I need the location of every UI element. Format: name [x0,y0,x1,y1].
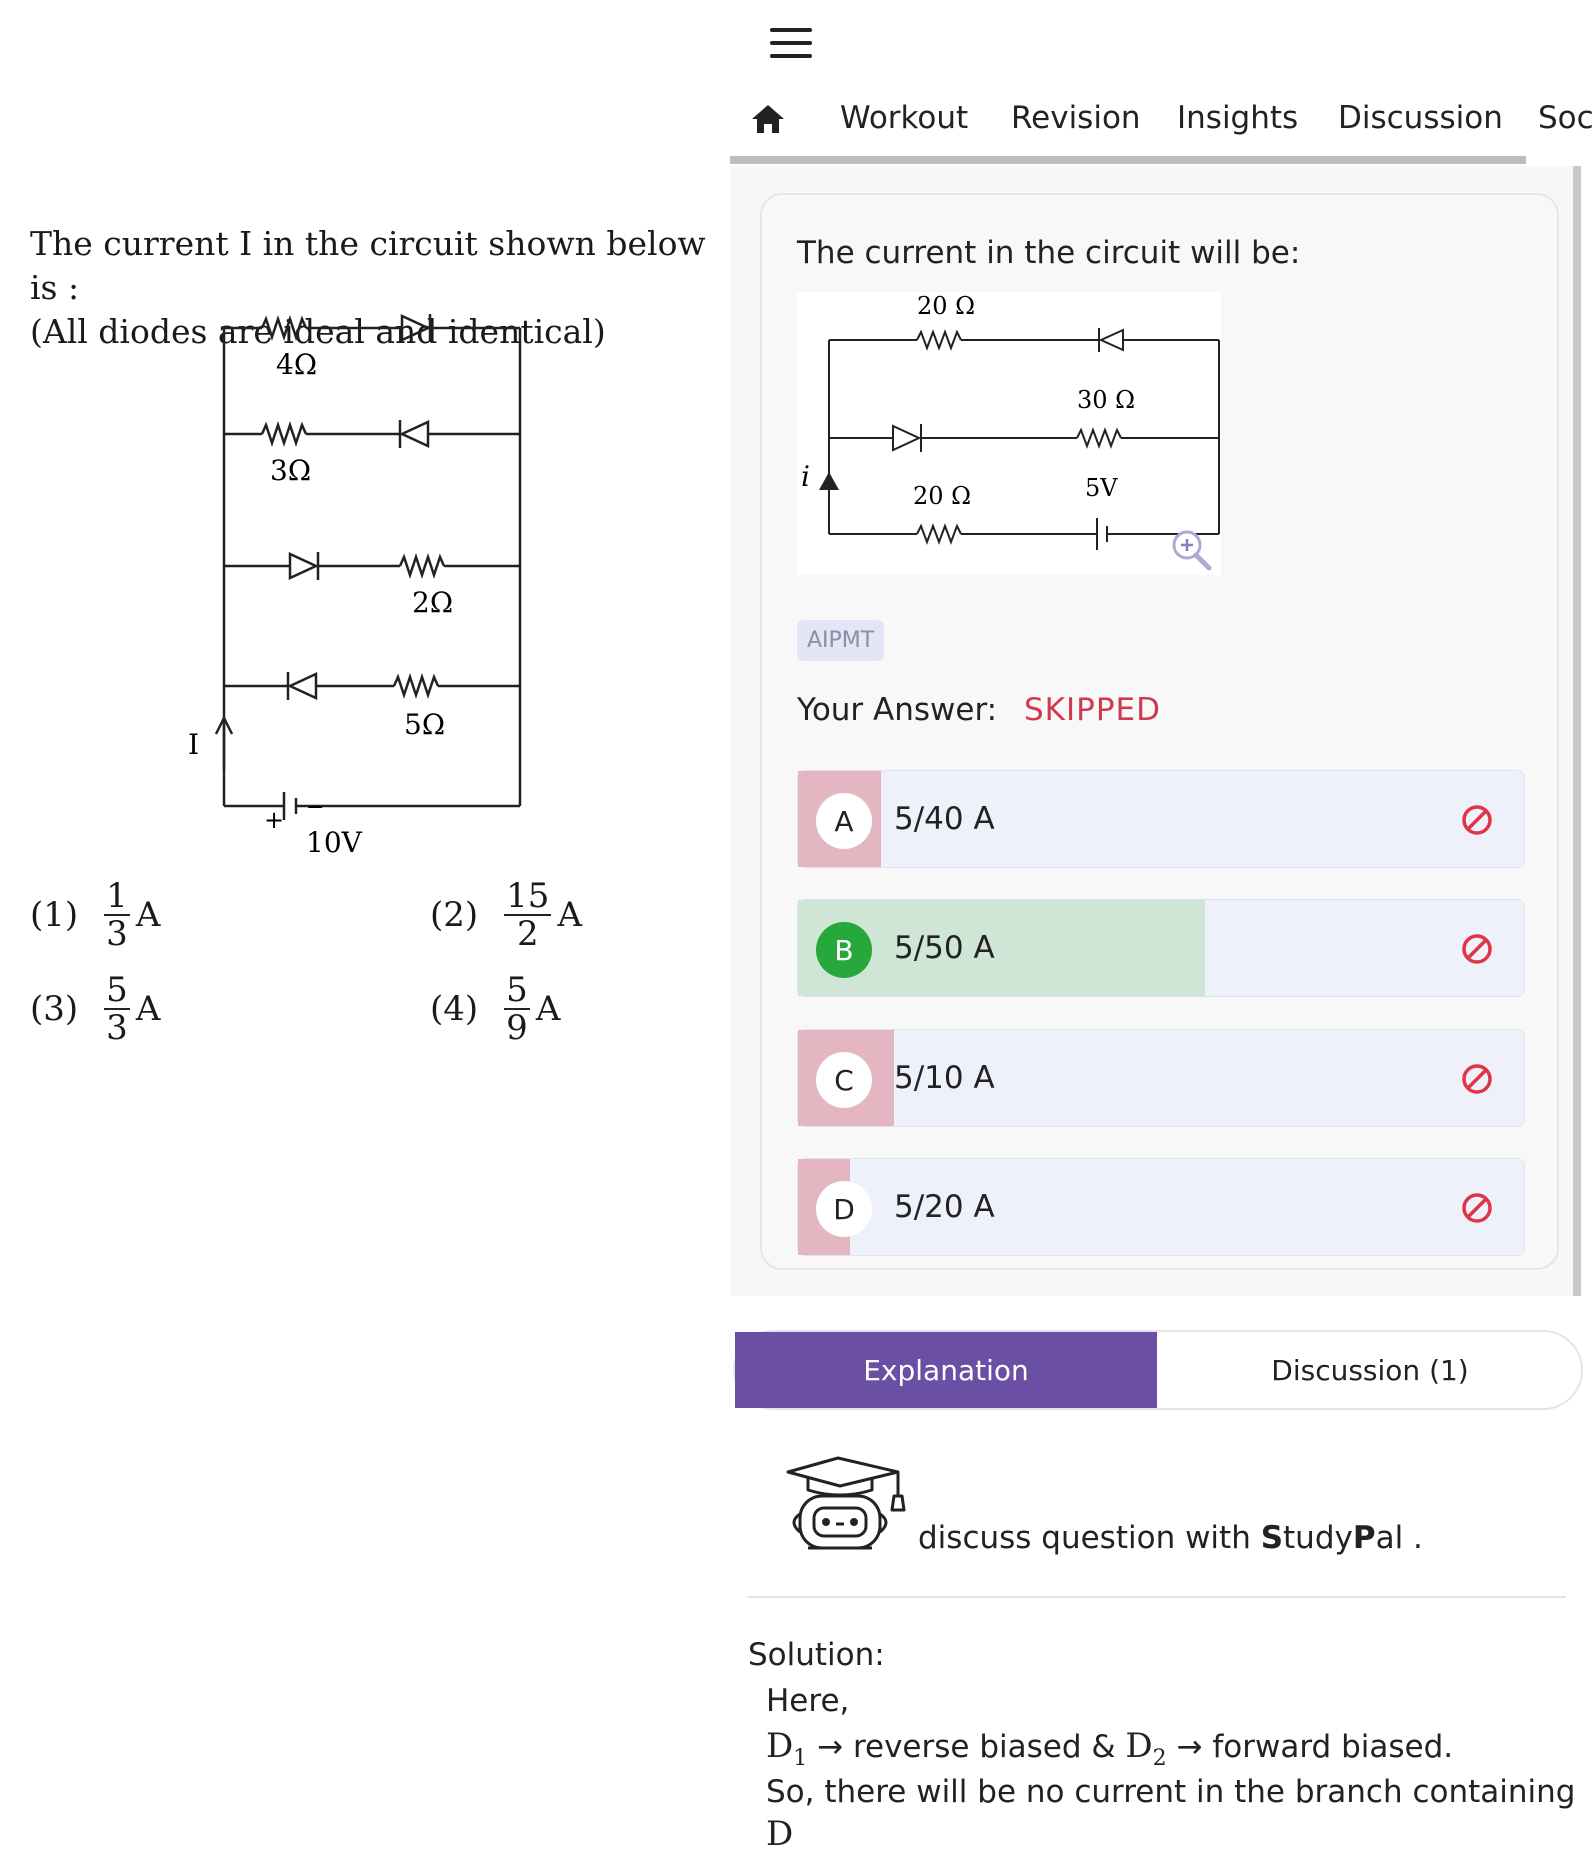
question-line-2: (All diodes are ideal and identical) [30,312,606,351]
fraction-denominator: 9 [506,1008,528,1048]
nav-discussion[interactable]: Discussion [1338,100,1503,136]
studypal-al: al [1375,1520,1404,1556]
studypal-tudy: tudy [1283,1520,1353,1556]
arrow-1: → [807,1729,853,1765]
diode-d2 [1125,1726,1167,1771]
hamburger-menu-icon[interactable] [770,28,812,60]
option-text: 5/20 A [894,1189,995,1225]
current-label: I [188,728,200,761]
studypal-suffix: . [1403,1520,1423,1556]
section-divider [748,1596,1566,1598]
question-option-1 [30,878,160,952]
diode-d1-subscript: 1 [793,1745,808,1771]
diode-d2-subscript: 2 [1152,1745,1167,1771]
card-current-label: i [801,460,810,493]
resistor-2-label: 2Ω [412,586,454,619]
your-answer-value: SKIPPED [1024,692,1161,728]
home-icon[interactable] [750,102,786,136]
card-r-top-label: 20 Ω [917,292,976,320]
your-answer-label: Your Answer: [797,692,998,728]
fraction-numerator: 1 [106,876,128,916]
fraction-denominator: 2 [516,914,539,954]
option-unit: A [535,989,561,1029]
card-circuit-diagram [797,292,1221,575]
option-text: 5/40 A [894,801,995,837]
diode-d1 [766,1726,808,1771]
card-r-mid-label: 30 Ω [1077,386,1136,414]
studypal-discuss-link[interactable] [918,1520,1423,1556]
fraction-denominator: 3 [106,914,128,954]
card-r-bot-label: 20 Ω [913,482,972,510]
nav-active-indicator [730,156,1526,164]
option-unit: A [135,989,161,1029]
answer-option-c[interactable] [797,1029,1525,1127]
answer-option-d[interactable] [797,1158,1525,1256]
battery-label: 10V [306,826,362,859]
option-unit: A [135,895,161,935]
solution-line-no-current: So, there will be no current in the branch containing [766,1774,1576,1810]
fraction-denominator: 3 [106,1008,128,1048]
tab-discussion[interactable]: Discussion (1) [1271,1353,1469,1387]
question-option-4 [430,972,560,1046]
option-fraction [104,972,130,1046]
diode-d1-letter: D [766,1726,794,1766]
studypal-robot-icon[interactable] [778,1456,908,1556]
question-option-3 [30,972,160,1046]
question-line-1: The current I in the circuit shown below is : [30,224,706,307]
not-allowed-icon [1460,1191,1494,1225]
solution-line-d: D [766,1814,794,1854]
card-question-text: The current in the circuit will be: [797,235,1301,271]
nav-revision[interactable]: Revision [1011,100,1141,136]
question-panel [0,0,730,1839]
question-card [760,193,1559,1270]
answer-option-b[interactable] [797,899,1525,997]
studypal-prefix: discuss question with [918,1520,1261,1556]
nav-workout[interactable]: Workout [840,100,969,136]
diode-d2-letter: D [1125,1726,1153,1766]
resistor-5-label: 5Ω [404,708,446,741]
option-index: (4) [430,989,479,1029]
not-allowed-icon [1460,803,1494,837]
fraction-numerator: 15 [506,876,550,916]
forward-biased-text: forward biased. [1212,1729,1454,1765]
question-circuit-diagram [180,300,540,860]
option-index: (1) [30,895,79,935]
option-unit: A [557,895,582,935]
card-battery-label: 5V [1085,474,1118,502]
not-allowed-icon [1460,932,1494,966]
not-allowed-icon [1460,1062,1494,1096]
option-letter-badge: D [816,1181,872,1237]
fraction-numerator: 5 [106,970,128,1010]
card-circuit-image [797,292,1221,575]
battery-minus-label: − [306,795,325,820]
explanation-discussion-tabs [733,1330,1583,1410]
battery-plus-label: + [264,806,285,834]
studypal-p: P [1352,1520,1376,1556]
option-index: (2) [430,895,479,935]
nav-insights[interactable]: Insights [1177,100,1299,136]
option-fraction [104,878,130,952]
scrollbar[interactable] [1573,166,1581,1296]
solution-heading: Solution: [748,1637,885,1673]
option-fraction [504,972,530,1046]
top-nav [730,90,1594,162]
option-letter-badge: B [816,922,872,978]
question-option-2 [430,878,582,952]
fraction-numerator: 5 [506,970,528,1010]
exam-tag: AIPMT [797,620,884,661]
nav-soc[interactable]: Soc [1538,100,1594,136]
resistor-3-label: 3Ω [270,454,312,487]
option-text: 5/50 A [894,930,995,966]
option-fraction [504,878,551,952]
option-letter-badge: A [816,793,872,849]
resistor-4-label: 4Ω [276,348,318,381]
option-index: (3) [30,989,79,1029]
zoom-in-icon[interactable] [1167,527,1215,575]
tab-explanation[interactable]: Explanation [735,1332,1157,1408]
solution-line-diodes [766,1726,1453,1771]
arrow-2: → [1166,1729,1213,1765]
option-letter-badge: C [816,1052,872,1108]
option-text: 5/10 A [894,1060,995,1096]
solution-line-here: Here, [766,1683,850,1719]
reverse-biased-text: reverse biased & [852,1729,1126,1765]
answer-option-a[interactable] [797,770,1525,868]
studypal-s: S [1260,1520,1284,1556]
